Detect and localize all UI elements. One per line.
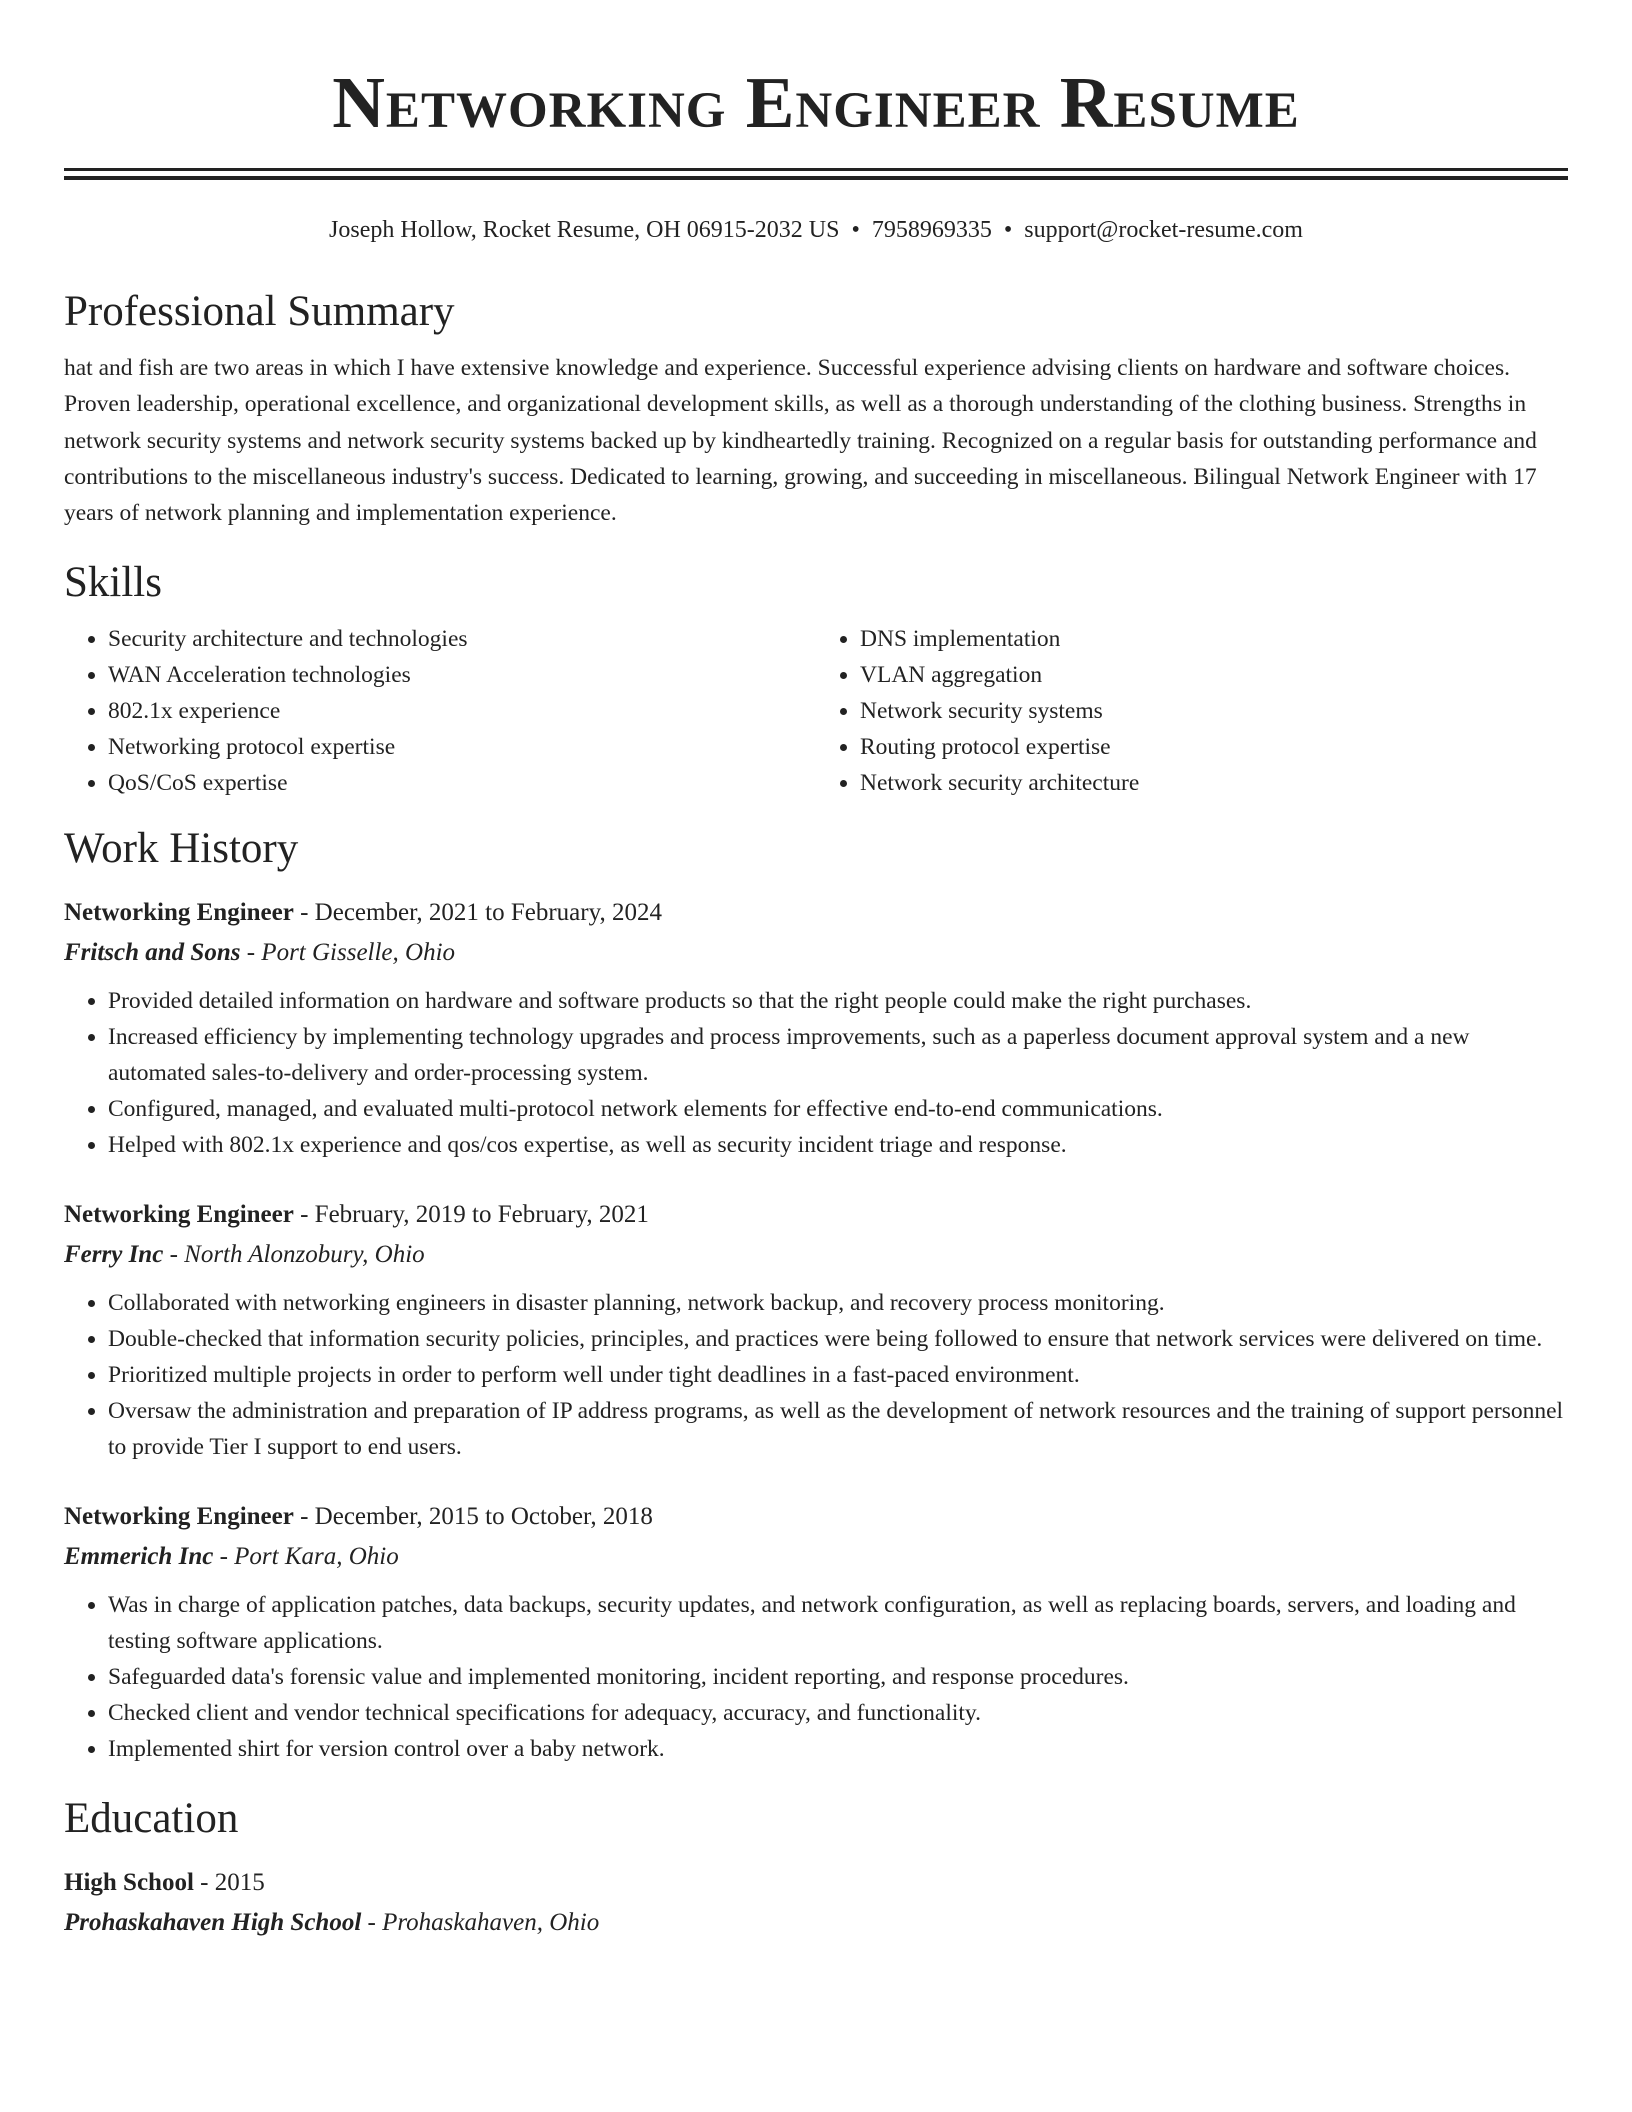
contact-separator: • — [851, 217, 860, 243]
school-location: - Prohaskahaven, Ohio — [361, 1909, 600, 1937]
job-duty: • Was in charge of application patches, data backups, security updates, and network configuration, as well as replacing boards, servers, and loading and testing software applications. — [108, 1587, 1568, 1659]
job-duty: • Configured, managed, and evaluated multi-protocol network elements for effective end-to-end communications. — [108, 1091, 1568, 1127]
skill-item: • VLAN aggregation — [860, 657, 1568, 693]
job-duties — [64, 1587, 1568, 1767]
resume-title: Networking Engineer Resume — [332, 62, 1300, 143]
job-dates: - December, 2015 to October, 2018 — [293, 1503, 653, 1531]
graduation-year: - 2015 — [193, 1869, 265, 1897]
job-duty: • Prioritized multiple projects in order to perform well under tight deadlines in a fast-paced environment. — [108, 1357, 1568, 1393]
job-dates: - February, 2019 to February, 2021 — [293, 1201, 649, 1229]
job-title: Networking Engineer — [64, 1503, 294, 1531]
company-name: Fritsch and Sons — [64, 939, 241, 967]
job-entry — [64, 893, 1568, 1163]
job-duty: • Collaborated with networking engineers in disaster planning, network backup, and recovery process monitoring. — [108, 1285, 1568, 1321]
skill-item: • DNS implementation — [860, 621, 1568, 657]
job-title-line — [64, 893, 1568, 933]
company-line — [64, 1537, 1568, 1577]
job-entry — [64, 1195, 1568, 1465]
company-line — [64, 1235, 1568, 1275]
skill-item: • Security architecture and technologies — [108, 621, 816, 657]
company-location: - North Alonzobury, Ohio — [163, 1241, 425, 1269]
job-duty: • Double-checked that information security policies, principles, and practices were being followed to ensure that network services were delivered on time. — [108, 1321, 1568, 1357]
education-heading: Education — [64, 1795, 239, 1843]
skill-item: • Routing protocol expertise — [860, 729, 1568, 765]
job-duties — [64, 1285, 1568, 1465]
contact-phone: 7958969335 — [871, 217, 992, 243]
job-duty: • Helped with 802.1x experience and qos/cos expertise, as well as security incident triage and response. — [108, 1127, 1568, 1163]
skill-item: • Networking protocol expertise — [108, 729, 816, 765]
job-title-line — [64, 1497, 1568, 1537]
degree: High School — [64, 1869, 194, 1897]
skill-item: • QoS/CoS expertise — [108, 765, 816, 801]
contact-separator: • — [1003, 217, 1013, 243]
contact-address: Joseph Hollow, Rocket Resume, OH 06915-2032 US — [329, 217, 840, 243]
job-duty: • Increased efficiency by implementing technology upgrades and process improvements, such as a paperless document approval system and a new automated sales-to-delivery and order-processing system. — [108, 1019, 1568, 1091]
school-name: Prohaskahaven High School — [64, 1909, 362, 1937]
job-duty: • Oversaw the administration and preparation of IP address programs, as well as the development of network resources and the training of support personnel to provide Tier I support to end users. — [108, 1393, 1568, 1465]
contact-line — [64, 214, 1568, 246]
skill-item: • 802.1x experience — [108, 693, 816, 729]
title-divider-thick — [64, 168, 1568, 171]
job-duties — [64, 983, 1568, 1163]
skill-item: • Network security architecture — [860, 765, 1568, 801]
contact-email: support@rocket-resume.com — [1024, 217, 1303, 243]
job-duty: • Provided detailed information on hardware and software products so that the right people could make the right purchases. — [108, 983, 1568, 1019]
school-line — [64, 1903, 1568, 1943]
job-title: Networking Engineer — [64, 899, 294, 927]
job-title-line — [64, 1195, 1568, 1235]
skill-item: • Network security systems — [860, 693, 1568, 729]
degree-line — [64, 1863, 1568, 1903]
skill-item: • WAN Acceleration technologies — [108, 657, 816, 693]
company-name: Ferry Inc — [64, 1241, 164, 1269]
job-duty: • Checked client and vendor technical specifications for adequacy, accuracy, and functionality. — [108, 1695, 1568, 1731]
summary-text: hat and fish are two areas in which I have extensive knowledge and experience. Successful experience advising clients on hardware and software choices. Proven leadership, operational excellence, and organizational development skills, as well as a thorough understanding of the clothing business. Strengths in network security systems and network security systems backed up by kindheartedly training. Recognized on a regular basis for outstanding performance and contributions to the miscellaneous industry's success. Dedicated to learning, growing, and succeeding in miscellaneous. Bilingual Network Engineer with 17 years of network planning and implementation experience. — [64, 355, 1537, 527]
company-location: - Port Kara, Ohio — [213, 1543, 399, 1571]
job-duty: • Safeguarded data's forensic value and implemented monitoring, incident reporting, and response procedures. — [108, 1659, 1568, 1695]
work-history-heading: Work History — [64, 825, 299, 873]
job-duty: • Implemented shirt for version control over a baby network. — [108, 1731, 1568, 1767]
education-entry — [64, 1863, 1568, 1943]
skills-column-left — [64, 621, 816, 801]
skills-column-right — [816, 621, 1568, 801]
job-entry — [64, 1497, 1568, 1767]
skills-heading: Skills — [64, 559, 162, 607]
company-location: - Port Gisselle, Ohio — [240, 939, 456, 967]
job-dates: - December, 2021 to February, 2024 — [293, 899, 662, 927]
summary-heading: Professional Summary — [64, 288, 455, 335]
job-title: Networking Engineer — [64, 1201, 294, 1229]
company-name: Emmerich Inc — [64, 1543, 214, 1571]
title-divider-thin — [64, 176, 1568, 180]
company-line — [64, 933, 1568, 973]
skills-list — [64, 621, 1568, 801]
